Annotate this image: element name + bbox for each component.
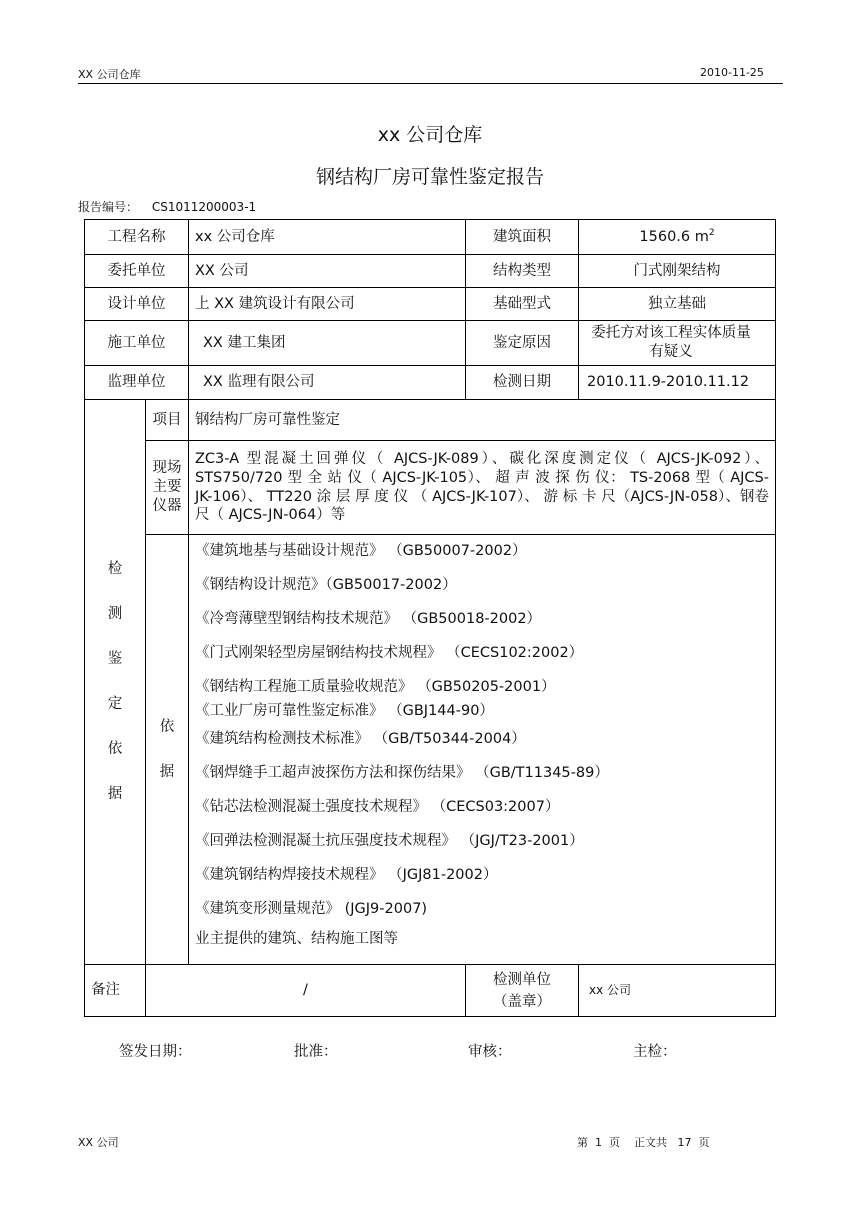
row-value-2: 2010.11.9-2010.11.12 bbox=[579, 366, 776, 400]
basis-section-char: 鉴 bbox=[107, 651, 123, 667]
row-value-2: 门式刚架结构 bbox=[579, 255, 776, 288]
basis-section-char: 据 bbox=[107, 786, 123, 802]
row-label: 施工单位 bbox=[85, 321, 189, 366]
area-value: 1560.6 m bbox=[639, 228, 709, 245]
standards-label-char: 依 bbox=[159, 718, 175, 735]
instrument-list: ZC3-A 型混凝土回弹仪（ AJCS-JK-089）、碳化深度测定仪（ AJCS-JK-092）、STS750/720 型 全 站 仪（ AJCS-JK-105）、 超 声 波 探 伤 仪： TS-2068 型（ AJCS-JK-106）、 TT220 涂 层 厚 度 仪 （ AJCS-JK-107）、 游 标 卡 尺（AJCS-JN-058）、钢卷尺（ AJCS-JN-064）等 bbox=[189, 441, 776, 535]
standards-list bbox=[189, 535, 776, 965]
sign-review: 审核： bbox=[468, 1044, 512, 1060]
basis-section-label bbox=[85, 400, 146, 965]
table-row bbox=[85, 441, 776, 535]
row-label: 设计单位 bbox=[85, 288, 189, 321]
area-unit-superscript: 2 bbox=[708, 227, 715, 238]
row-label: 工程名称 bbox=[85, 220, 189, 255]
instrument-label-line: 仪器 bbox=[152, 498, 182, 514]
inspection-unit-label bbox=[466, 965, 579, 1017]
report-table bbox=[84, 219, 776, 1017]
row-value-2: 委托方对该工程实体质量有疑义 bbox=[579, 321, 776, 366]
row-label-2: 结构类型 bbox=[466, 255, 579, 288]
basis-section-char: 检 bbox=[107, 561, 123, 577]
basis-section-char: 依 bbox=[107, 741, 123, 757]
project-value: 钢结构厂房可靠性鉴定 bbox=[189, 400, 776, 441]
document-title: xx 公司仓库 bbox=[377, 124, 483, 146]
inspection-unit-value: xx 公司 bbox=[579, 965, 776, 1017]
remark-value: / bbox=[146, 965, 466, 1017]
standard-item: 《钢结构设计规范》（GB50017-2002） bbox=[195, 577, 457, 593]
footer-page-info: 第 1 页 正文共 17 页 bbox=[577, 1136, 710, 1149]
sign-approval: 批准： bbox=[294, 1044, 338, 1060]
row-value: XX 建工集团 bbox=[189, 321, 466, 366]
header-rule bbox=[78, 83, 783, 84]
row-value: XX 公司 bbox=[189, 255, 466, 288]
table-row bbox=[85, 321, 776, 366]
inspection-unit-label-text: 检测单位 bbox=[493, 971, 551, 988]
table-row bbox=[85, 366, 776, 400]
instrument-label-line: 现场 bbox=[152, 460, 182, 476]
standard-item: 《工业厂房可靠性鉴定标准》 （GBJ144-90） bbox=[195, 703, 494, 719]
table-row bbox=[85, 965, 776, 1017]
row-label-2: 检测日期 bbox=[466, 366, 579, 400]
footer-left: XX 公司 bbox=[78, 1136, 119, 1149]
standard-item: 《钻芯法检测混凝土强度技术规程》 （CECS03:2007） bbox=[195, 799, 560, 815]
row-label: 委托单位 bbox=[85, 255, 189, 288]
row-value: xx 公司仓库 bbox=[189, 220, 466, 255]
standard-item: 业主提供的建筑、结构施工图等 bbox=[195, 931, 398, 947]
table-row bbox=[85, 255, 776, 288]
table-row bbox=[85, 535, 776, 965]
row-value: 上 XX 建筑设计有限公司 bbox=[189, 288, 466, 321]
report-number bbox=[78, 198, 256, 215]
standard-item: 《建筑变形测量规范》 (JGJ9-2007) bbox=[195, 901, 428, 917]
row-value: XX 监理有限公司 bbox=[189, 366, 466, 400]
project-label: 项目 bbox=[146, 400, 189, 441]
table-row bbox=[85, 220, 776, 255]
standard-item: 《冷弯薄壁型钢结构技术规范》 （GB50018-2002） bbox=[195, 611, 542, 627]
standard-item: 《钢焊缝手工超声波探伤方法和探伤结果》 （GB/T11345-89） bbox=[195, 765, 609, 781]
stamp-label: （盖章） bbox=[493, 993, 551, 1010]
row-value-2 bbox=[579, 220, 776, 255]
report-number-label: 报告编号： bbox=[78, 200, 139, 214]
row-label-2: 建筑面积 bbox=[466, 220, 579, 255]
basis-section-char: 测 bbox=[107, 606, 123, 622]
sign-chief-inspector: 主检： bbox=[633, 1044, 677, 1060]
table-row bbox=[85, 288, 776, 321]
standard-item: 《回弹法检测混凝土抗压强度技术规程》 （JGJ/T23-2001） bbox=[195, 833, 584, 849]
instrument-label bbox=[146, 441, 189, 535]
remark-label: 备注 bbox=[85, 965, 146, 1017]
header-date: 2010-11-25 bbox=[700, 66, 764, 79]
header-left: XX 公司仓库 bbox=[78, 68, 141, 81]
row-label-2: 鉴定原因 bbox=[466, 321, 579, 366]
table-row bbox=[85, 400, 776, 441]
instrument-label-line: 主要 bbox=[152, 479, 182, 495]
row-value-2: 独立基础 bbox=[579, 288, 776, 321]
standard-item: 《钢结构工程施工质量验收规范》 （GB50205-2001） bbox=[195, 679, 556, 695]
document-subtitle: 钢结构厂房可靠性鉴定报告 bbox=[315, 166, 544, 188]
row-label: 监理单位 bbox=[85, 366, 189, 400]
standards-label bbox=[146, 535, 189, 965]
row-label-2: 基础型式 bbox=[466, 288, 579, 321]
standard-item: 《建筑钢结构焊接技术规程》 （JGJ81-2002） bbox=[195, 867, 498, 883]
standard-item: 《建筑结构检测技术标准》 （GB/T50344-2004） bbox=[195, 731, 526, 747]
report-number-value: CS1011200003-1 bbox=[151, 200, 257, 214]
standard-item: 《建筑地基与基础设计规范》 （GB50007-2002） bbox=[195, 543, 527, 559]
sign-issue-date: 签发日期： bbox=[119, 1044, 192, 1060]
basis-section-char: 定 bbox=[107, 696, 123, 712]
standard-item: 《门式刚架轻型房屋钢结构技术规程》 （CECS102:2002） bbox=[195, 645, 584, 661]
standards-label-char: 据 bbox=[159, 763, 175, 780]
